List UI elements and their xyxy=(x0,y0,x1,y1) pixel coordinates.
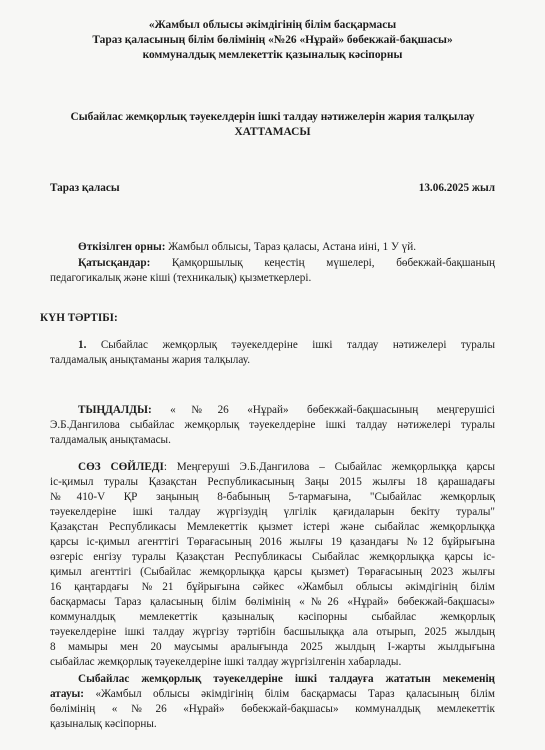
agenda-item-line-1 xyxy=(50,338,495,353)
spoke-line-12: 8 мамыры мен 20 маусымы аралығында 2025 жылдың І-жарты жылдығына xyxy=(50,641,495,653)
subject-block xyxy=(50,672,495,732)
listened-block xyxy=(50,403,495,448)
subject-line-4: қазыналық кәсіпорны. xyxy=(50,718,157,730)
subject-line-3: бөлімінің «№26 «Нұрай» бөбекжай-бақшасы» коммуналдық мемлекеттік xyxy=(50,703,495,715)
agenda-item-text-1: Сыбайлас жемқорлық тәуекелдеріне ішкі талдау нәтижелері туралы xyxy=(86,339,495,351)
agenda-item-number: 1. xyxy=(78,339,87,351)
title-line-2: ХАТТАМАСЫ xyxy=(234,126,311,138)
subject-label-1: Сыбайлас жемқорлық тәуекелдеріне ішкі талдауға жататын мекеменің xyxy=(78,673,495,685)
listened-label: ТЫҢДАЛДЫ: xyxy=(78,404,152,416)
venue-line xyxy=(50,240,495,255)
listened-line-2: Э.Б.Дангилова сыбайлас жемқорлық тәуекелдеріне ішкі талдау нәтижелері туралы xyxy=(50,419,495,431)
participants-block xyxy=(50,256,495,286)
spoke-line-10: коммуналдық мемлекеттік қазыналық кәсіпорны сыбайлас жемқорлық xyxy=(50,611,495,623)
spoke-line-4: Қазақстан Республикасы Мемлекеттік қызмет істері және сыбайлас жемқорлыққа xyxy=(50,521,495,533)
header-line-1: «Жамбыл облысы әкімдігінің білім басқармасы xyxy=(148,19,397,31)
spoke-line-5: қарсы іс-қимыл агенттігі Төрағасының 2016 жылғы 19 қазандағы №12 бұйрығына xyxy=(50,536,495,548)
spoke-line-3: тәуекелдеріне ішкі талдау жүргізудің үлгілік қағидаларын бекіту туралы" xyxy=(50,506,495,518)
agenda-item xyxy=(50,338,495,368)
subject-line-2 xyxy=(50,687,495,702)
participants-text-1: Қамқоршылық кеңестің мүшелері, бөбекжай-бақшаның xyxy=(150,257,495,269)
spoke-line-9: басқармасы Тараз қаласының білім бөлімінің «№26 «Нұрай» бөбекжай-бақшасы» xyxy=(50,596,495,608)
spoke-line-8: 16 қаңтардағы №21 бұйрығына сәйкес «Жамбыл облысы әкімдігінің білім xyxy=(50,581,495,593)
participants-line-2: педагогикалық және кіші (техникалық) қызметкерлері. xyxy=(50,272,312,284)
organization-header xyxy=(40,18,505,63)
spoke-block xyxy=(50,460,495,670)
participants-line-1 xyxy=(50,256,495,271)
city: Тараз қаласы xyxy=(50,182,120,194)
subject-label-2: атауы: xyxy=(50,688,85,700)
header-line-2: Тараз қаласының білім бөлімінің «№26 «Нұрай» бөбекжай-бақшасы» xyxy=(92,34,453,46)
venue-text: Жамбыл облысы, Тараз қаласы, Астана иіні, 1 У үй. xyxy=(165,241,417,253)
spoke-line-1: іс-қимыл туралы Қазақстан Республикасының Заңы 2015 жылғы 18 қарашадағы xyxy=(50,476,495,488)
title-line-1: Сыбайлас жемқорлық тәуекелдерін ішкі талдау нәтижелерін жария талқылау xyxy=(70,111,475,123)
spoke-line-0 xyxy=(50,460,495,475)
subject-label-line-1 xyxy=(50,672,495,687)
venue-label: Өткізілген орны: xyxy=(78,241,166,253)
participants-label: Қатысқандар: xyxy=(78,257,151,269)
spoke-label: СӨЗ СӨЙЛЕДІ xyxy=(78,461,164,473)
listened-line-3: талдамалық анықтамасы. xyxy=(50,434,171,446)
listened-line-1 xyxy=(50,403,495,418)
agenda-item-line-2: талдамалық анықтаманы жария талқылау. xyxy=(50,354,250,366)
spoke-line-13: сыбайлас жемқорлық тәуекелдеріне ішкі талдау жүргізілгенін хабарлады. xyxy=(50,656,402,668)
spoke-line-6: өзгеріс енгізу туралы Қазақстан Республикасы Сыбайлас жемқорлыққа қарсы іс- xyxy=(50,551,495,563)
spoke-text-0: : Меңгеруші Э.Б.Дангилова – Сыбайлас жемқорлыққа қарсы xyxy=(163,461,495,473)
spoke-line-11: тәуекелдеріне ішкі талдау жүргізу тәртібін басшылыққа ала отырып, 2025 жылдың xyxy=(50,626,495,638)
spoke-line-7: қимыл агенттігі (Сыбайлас жемқорлыққа қарсы қызмет) Төрағасының 2023 жылғы xyxy=(50,566,495,578)
document-date: 13.06.2025 жыл xyxy=(418,182,495,194)
agenda-heading: КҮН ТӘРТІБІ: xyxy=(40,312,118,324)
header-line-3: коммуналдық мемлекеттік қазыналық кәсіпорны xyxy=(142,49,403,61)
listened-text-1: «№26 «Нұрай» бөбекжай-бақшасының меңгерушісі xyxy=(151,404,495,416)
subject-text-2: «Жамбыл облысы әкімдігінің білім басқармасы Тараз қаласының білім xyxy=(84,688,495,700)
spoke-line-2: №410-V ҚР заңының 8-бабының 5-тармағына, "Сыбайлас жемқорлық xyxy=(50,491,495,503)
document-title xyxy=(40,110,505,140)
